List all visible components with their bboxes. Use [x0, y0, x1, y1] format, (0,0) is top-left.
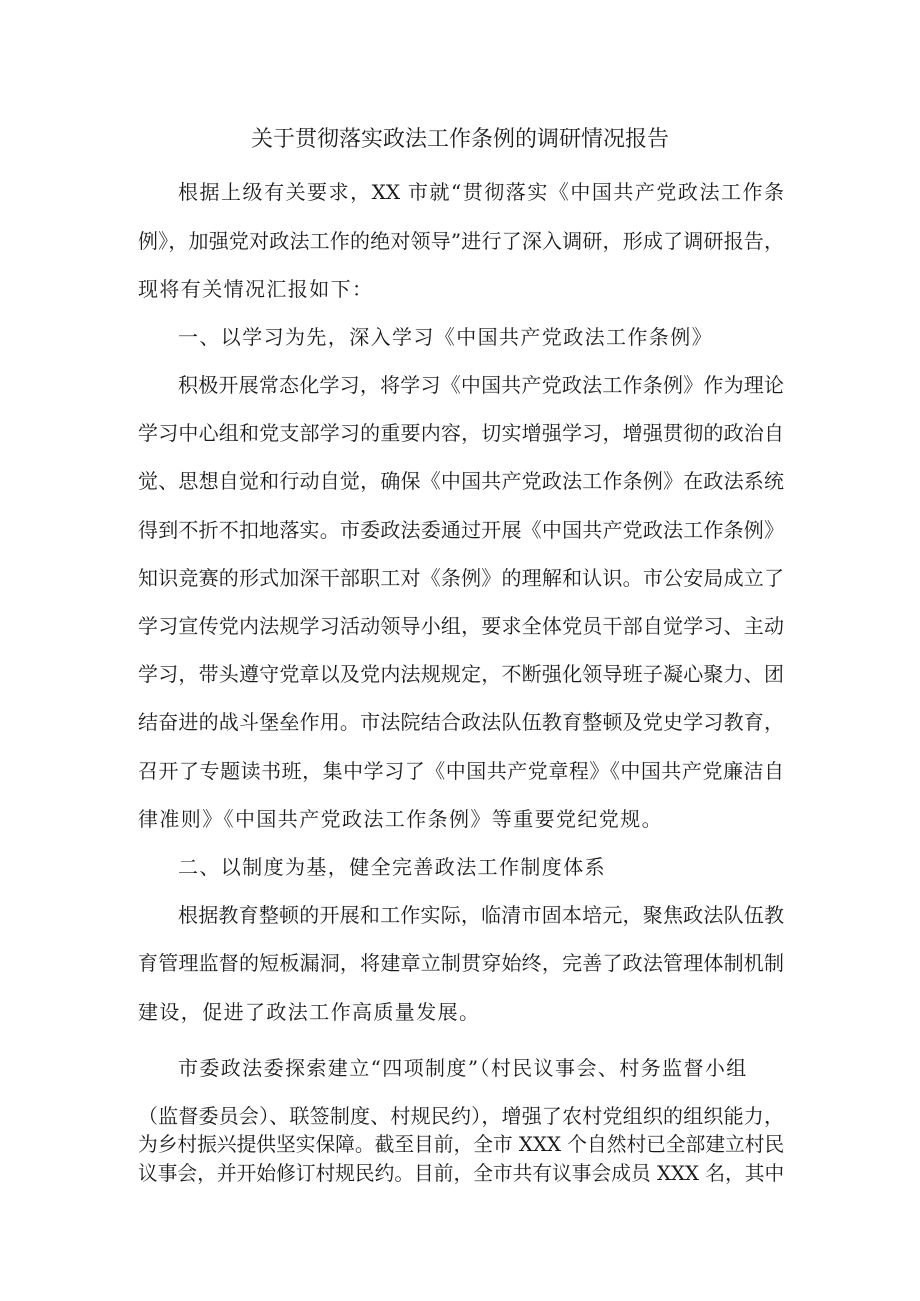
- paragraph-line: 积极开展常态化学习，将学习《中国共产党政法工作条例》作为理论: [178, 373, 784, 397]
- paragraph-line: 觉、思想自觉和行动自觉，确保《中国共产党政法工作条例》在政法系统: [138, 469, 784, 493]
- paragraph-line: 得到不折不扣地落实。市委政法委通过开展《中国共产党政法工作条例》: [138, 518, 784, 542]
- paragraph-line: 议事会，并开始修订村规民约。目前，全市共有议事会成员 XXX 名，其中: [138, 1162, 785, 1185]
- paragraph-line: 学习宣传党内法规学习活动领导小组，要求全体党员干部自觉学习、主动: [138, 614, 784, 638]
- paragraph-line: 根据教育整顿的开展和工作实际，临清市固本培元，聚焦政法队伍教: [178, 903, 784, 927]
- paragraph-line: 召开了专题读书班，集中学习了《中国共产党章程》《中国共产党廉洁自: [138, 759, 784, 783]
- paragraph-line: 学习中心组和党支部学习的重要内容，切实增强学习，增强贯彻的政治自: [138, 421, 784, 445]
- document-title: 关于贯彻落实政法工作条例的调研情况报告: [250, 127, 669, 152]
- paragraph-line: 市委政法委探索建立“四项制度”（村民议事会、村务监督小组: [178, 1056, 748, 1080]
- paragraph-line: 结奋进的战斗堡垒作用。市法院结合政法队伍教育整顿及党史学习教育，: [138, 710, 784, 734]
- section-heading: 一、以学习为先，深入学习《中国共产党政法工作条例》: [178, 325, 713, 349]
- paragraph-line: 学习，带头遵守党章以及党内法规规定，不断强化领导班子凝心聚力、团: [138, 662, 784, 686]
- paragraph-line: 为乡村振兴提供坚实保障。截至目前，全市 XXX 个自然村已全部建立村民: [138, 1133, 785, 1156]
- paragraph-line: （监督委员会）、联签制度、村规民约），增强了农村党组织的组织能力，: [138, 1104, 784, 1128]
- paragraph-line: 现将有关情况汇报如下：: [138, 277, 374, 301]
- paragraph-line: 例》，加强党对政法工作的绝对领导”进行了深入调研，形成了调研报告，: [138, 229, 784, 253]
- section-heading: 二、以制度为基，健全完善政法工作制度体系: [178, 855, 606, 879]
- paragraph-line: 育管理监督的短板漏洞，将建章立制贯穿始终，完善了政法管理体制机制: [138, 951, 784, 975]
- paragraph-line: 律准则》《中国共产党政法工作条例》等重要党纪党规。: [138, 807, 663, 831]
- paragraph-line: 知识竞赛的形式加深干部职工对《条例》的理解和认识。市公安局成立了: [138, 566, 784, 590]
- paragraph-line: 根据上级有关要求，XX 市就“贯彻落实《中国共产党政法工作条: [178, 180, 784, 204]
- paragraph-line: 建设，促进了政法工作高质量发展。: [138, 1000, 481, 1024]
